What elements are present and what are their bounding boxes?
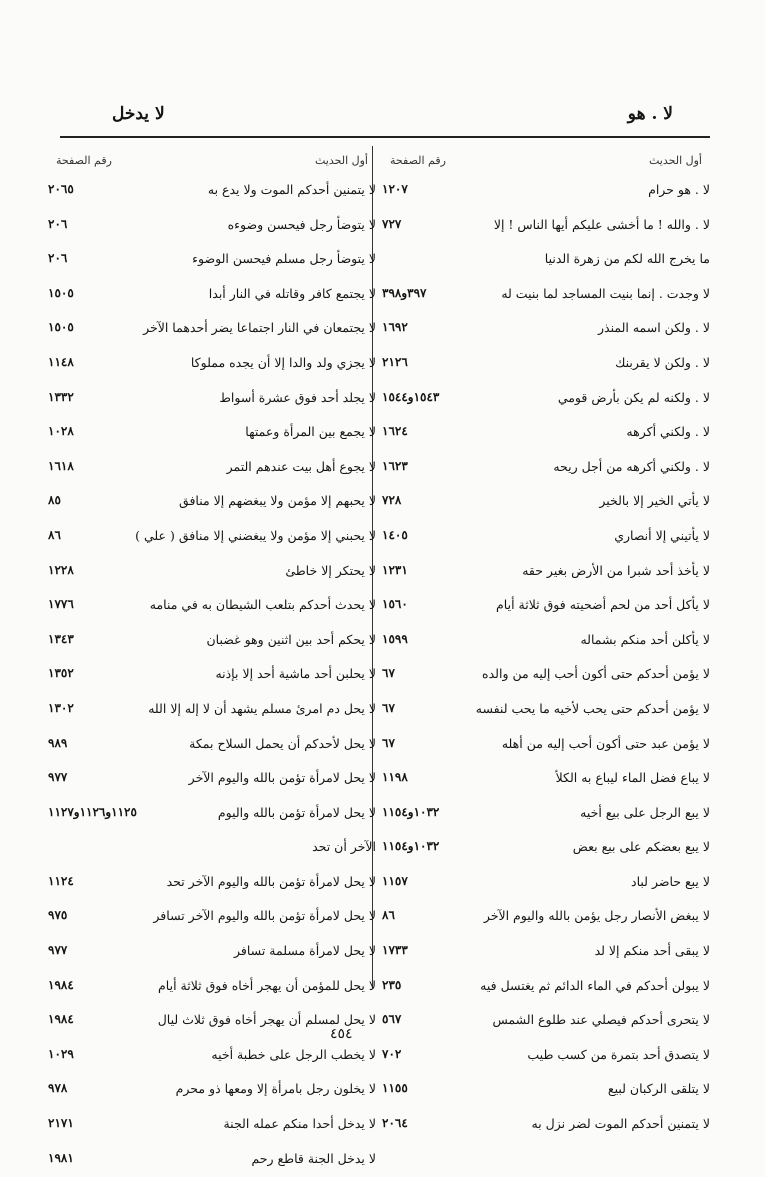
- index-entry: [48, 935, 376, 970]
- index-entry: [382, 416, 710, 451]
- entry-page: ١٦١٨: [48, 458, 74, 473]
- hadith-list: [48, 174, 376, 1177]
- entry-text: لا . ولكن لا يقربنك: [615, 354, 710, 370]
- running-header-right: لا . هو: [627, 104, 673, 124]
- index-entry: [382, 555, 710, 590]
- entry-page: ١٢٢٨: [48, 562, 74, 577]
- entry-page: ٩٧٧: [48, 943, 68, 958]
- entry-text: لا . هو حرام: [648, 182, 710, 197]
- entry-page: ١٣٤٣: [48, 631, 74, 646]
- index-entry: [48, 1073, 376, 1108]
- index-column-left: [48, 150, 376, 1177]
- entry-page: ١٩٨٤: [48, 1012, 74, 1027]
- entry-text: لا . ولكن اسمه المنذر: [597, 320, 710, 336]
- index-entry: [48, 1004, 376, 1039]
- entry-page: ٩٧٨: [48, 1081, 68, 1096]
- column-heading-page: رقم الصفحة: [390, 154, 446, 167]
- entry-text: لا يتوضأ رجل مسلم فيحسن الوضوء: [192, 251, 376, 267]
- entry-page: ١٣٣٢: [48, 389, 74, 404]
- index-entry: [48, 658, 376, 693]
- entry-text: لا يجلد أحد فوق عشرة أسواط: [219, 389, 376, 405]
- entry-page: ٦٧: [382, 700, 395, 715]
- entry-page: ١٩٨١: [48, 1150, 74, 1165]
- index-entry: [48, 762, 376, 797]
- entry-text: لا يدخل أحدا منكم عمله الجنة: [223, 1116, 376, 1132]
- index-entry: [382, 382, 710, 417]
- entry-text: لا يؤمن عبد حتى أكون أحب إليه من أهله: [501, 735, 710, 751]
- entry-page: ٩٧٥: [48, 908, 68, 923]
- entry-page: ٢٠٦: [48, 251, 68, 266]
- entry-text: لا . ولكنه لم يكن بأرض قومي: [557, 389, 710, 405]
- entry-text: لا يجزي ولد والدا إلا أن يجده مملوكا: [190, 354, 376, 370]
- entry-text: لا يؤمن أحدكم حتى أكون أحب إليه من والده: [482, 666, 710, 682]
- entry-page: ١٩٨٤: [48, 977, 74, 992]
- entry-text: لا يحلبن أحد ماشية أحد إلا بإذنه: [215, 666, 376, 682]
- index-entry: [48, 831, 376, 866]
- entry-page: ١٠٢٩: [48, 1046, 74, 1061]
- entry-page: ٧٢٨: [382, 493, 402, 508]
- entry-text: لا يحبني إلا مؤمن ولا يبغضني إلا منافق ( علي ): [135, 527, 376, 543]
- entry-page: ١٦٢٤: [382, 424, 408, 439]
- entry-page: ٨٦: [382, 908, 395, 923]
- index-entry: [48, 1143, 376, 1177]
- entry-text: لا يحل دم امرئ مسلم يشهد أن لا إله إلا الله: [148, 700, 376, 716]
- index-entry: [382, 693, 710, 728]
- entry-page: ١٤٠٥: [382, 527, 408, 542]
- index-entry: [48, 485, 376, 520]
- index-entry: [48, 624, 376, 659]
- entry-text: لا يدخل الجنة قاطع رحم: [251, 1150, 376, 1166]
- entry-page: ١٧٣٣: [382, 943, 408, 958]
- index-entry: [382, 451, 710, 486]
- index-entry: [382, 900, 710, 935]
- header-rule: [60, 136, 710, 138]
- entry-text: لا يخلون رجل بامرأة إلا ومعها ذو محرم: [175, 1081, 376, 1097]
- entry-page: ١١٢٤: [48, 873, 74, 888]
- column-header: [48, 150, 376, 174]
- entry-text: لا . والله ! ما أخشى عليكم أيها الناس ! إلا: [493, 216, 710, 232]
- entry-text: لا يباع فضل الماء ليباع به الكلأ: [555, 770, 710, 786]
- entry-page: ٢٠٦: [48, 216, 68, 231]
- entry-text: لا يأخذ أحد شبرا من الأرض بغير حقه: [522, 562, 710, 578]
- entry-text: لا يحدث أحدكم بتلعب الشيطان به في منامه: [149, 597, 376, 613]
- entry-page: ١٥٩٩: [382, 631, 408, 646]
- index-entry: [382, 347, 710, 382]
- entry-page: ١٠٣٢و١١٥٤: [382, 804, 440, 819]
- entry-text: لا يحتكر إلا خاطئ: [285, 562, 376, 578]
- entry-page: ٩٨٩: [48, 735, 68, 750]
- entry-text: لا يتصدق أحد بتمرة من كسب طيب: [527, 1046, 710, 1062]
- index-entry: [48, 382, 376, 417]
- entry-page: ٩٧٧: [48, 770, 68, 785]
- index-entry: [382, 762, 710, 797]
- index-entry: [48, 347, 376, 382]
- entry-text: لا يحل لامرأة تؤمن بالله واليوم الآخر: [188, 770, 376, 786]
- index-entry: [382, 520, 710, 555]
- entry-page: ٥٦٧: [382, 1012, 402, 1027]
- column-heading-page: رقم الصفحة: [56, 154, 112, 167]
- entry-page: ٧٠٢: [382, 1046, 402, 1061]
- running-header-left: لا يدخل: [112, 104, 165, 124]
- entry-page: ٢٣٥: [382, 977, 402, 992]
- column-heading-text: أول الحديث: [648, 154, 702, 167]
- entry-text: لا يبع حاضر لباد: [631, 873, 710, 889]
- index-entry: [48, 900, 376, 935]
- index-entry: [382, 278, 710, 313]
- index-entry: [382, 174, 710, 209]
- entry-page: ٣٩٧و٣٩٨: [382, 285, 427, 300]
- entry-text: لا يجتمعان في النار اجتماعا يضر أحدهما الآخر: [143, 320, 376, 336]
- entry-text: لا يؤمن أحدكم حتى يحب لأخيه ما يحب لنفسه: [475, 700, 710, 716]
- entry-page: ١٥٤٣و١٥٤٤: [382, 389, 440, 404]
- page-number: ٤٥٤: [330, 1026, 353, 1042]
- index-entry: [382, 624, 710, 659]
- entry-page: ٢٠٦٤: [382, 1116, 408, 1131]
- entry-text: لا يحل لأحدكم أن يحمل السلاح بمكة: [189, 735, 376, 751]
- index-entry: [48, 970, 376, 1005]
- entry-text: لا وجدت . إنما بنيت المساجد لما بنيت له: [501, 285, 710, 301]
- entry-text: لا يتحرى أحدكم فيصلي عند طلوع الشمس: [492, 1012, 710, 1028]
- entry-text: لا يجمع بين المرأة وعمتها: [245, 424, 376, 440]
- entry-page: ١٧٧٦: [48, 597, 74, 612]
- entry-text: لا يخطب الرجل على خطبة أخيه: [211, 1046, 376, 1062]
- entry-page: ٨٥: [48, 493, 61, 508]
- entry-page: ٢١٢٦: [382, 354, 408, 369]
- index-entry: [48, 174, 376, 209]
- index-entry: [48, 416, 376, 451]
- entry-page: ١١٥٥: [382, 1081, 408, 1096]
- entry-text: لا يأكل أحد من لحم أضحيته فوق ثلاثة أيام: [496, 597, 710, 613]
- entry-text: لا يتمنين أحدكم الموت ولا يدع به: [207, 182, 376, 197]
- entry-text: لا . ولكني أكرهه: [626, 424, 710, 440]
- entry-page: ١٠٣٢و١١٥٤: [382, 839, 440, 854]
- index-entry: [48, 866, 376, 901]
- column-header: [382, 150, 710, 174]
- index-entry: [48, 243, 376, 278]
- index-entry: [48, 520, 376, 555]
- entry-text: لا يبولن أحدكم في الماء الدائم ثم يغتسل فيه: [480, 977, 710, 993]
- entry-page: ١٢٣١: [382, 562, 408, 577]
- entry-text: لا يحل لمسلم أن يهجر أخاه فوق ثلاث ليال: [157, 1012, 376, 1028]
- index-entry: [382, 658, 710, 693]
- index-entry: [382, 970, 710, 1005]
- index-entry: [382, 312, 710, 347]
- entry-text: لا يأتيني إلا أنصاري: [614, 527, 710, 543]
- index-entry: [382, 831, 710, 866]
- entry-text: لا يحبهم إلا مؤمن ولا يبغضهم إلا منافق: [179, 493, 376, 509]
- entry-page: ١٦٢٣: [382, 458, 408, 473]
- index-entry: [48, 589, 376, 624]
- entry-page: ٦٧: [382, 735, 395, 750]
- entry-page: ١٠٢٨: [48, 424, 74, 439]
- index-entry: [382, 1004, 710, 1039]
- entry-page: ١٦٩٢: [382, 320, 408, 335]
- index-entry: [48, 797, 376, 832]
- index-entry: [382, 209, 710, 244]
- index-entry: [48, 1108, 376, 1143]
- index-entry: [382, 589, 710, 624]
- index-entry: [48, 1039, 376, 1074]
- hadith-list: [382, 174, 710, 1143]
- entry-text: لا يبع الرجل على بيع أخيه: [580, 804, 710, 820]
- entry-page: ٢١٧١: [48, 1116, 74, 1131]
- entry-text: لا يحل لامرأة تؤمن بالله واليوم الآخر تسافر: [153, 908, 376, 924]
- entry-text: لا يجتمع كافر وقاتله في النار أبدا: [208, 285, 376, 301]
- entry-page: ١١٥٧: [382, 873, 408, 888]
- entry-page: ٢٠٦٥: [48, 182, 74, 196]
- index-entry: [48, 693, 376, 728]
- index-entry: [382, 485, 710, 520]
- index-entry: [382, 935, 710, 970]
- entry-text: لا يبقى أحد منكم إلا لد: [594, 943, 710, 959]
- index-entry: [382, 1073, 710, 1108]
- entry-page: ١٥٦٠: [382, 597, 408, 612]
- index-entry: [48, 728, 376, 763]
- entry-text: لا يبع بعضكم على بيع بعض: [572, 839, 710, 855]
- entry-page: ١٥٠٥: [48, 320, 74, 335]
- index-entry: [382, 1108, 710, 1143]
- entry-page: ١٣٠٢: [48, 700, 74, 715]
- index-entry: [48, 312, 376, 347]
- entry-text: لا . ولكني أكرهه من أجل ريحه: [553, 458, 710, 474]
- entry-text: ما يخرج الله لكم من زهرة الدنيا: [544, 251, 710, 267]
- entry-text: لا يتمنين أحدكم الموت لضر نزل به: [531, 1116, 710, 1132]
- entry-page: ١١٤٨: [48, 354, 74, 369]
- entry-text: لا يبغض الأنصار رجل يؤمن بالله واليوم الآخر: [483, 908, 710, 924]
- index-entry: [382, 797, 710, 832]
- entry-page: ١٣٥٢: [48, 666, 74, 681]
- entry-text: لا يأكلن أحد منكم بشماله: [580, 631, 710, 647]
- index-entry: [48, 451, 376, 486]
- entry-page: ١١٢٥و١١٢٦و١١٢٧: [48, 804, 137, 819]
- index-entry: [382, 866, 710, 901]
- index-entry: [382, 243, 710, 278]
- entry-page: ١٢٠٧: [382, 182, 408, 196]
- entry-text: لا يحل لامرأة تؤمن بالله واليوم الآخر تحد: [166, 873, 376, 889]
- entry-page: ٨٦: [48, 527, 61, 542]
- index-entry: [382, 728, 710, 763]
- entry-text: لا يجوع أهل بيت عندهم التمر: [226, 458, 376, 474]
- entry-text: لا يأتي الخير إلا بالخير: [599, 493, 710, 509]
- entry-page: ٦٧: [382, 666, 395, 681]
- entry-text: الآخر أن تحد: [312, 839, 376, 855]
- index-column-right: [382, 150, 710, 1143]
- entry-text: لا يحل لامرأة مسلمة تسافر: [233, 943, 376, 959]
- index-entry: [382, 1039, 710, 1074]
- index-entry: [48, 555, 376, 590]
- index-entry: [48, 209, 376, 244]
- entry-page: ١٥٠٥: [48, 285, 74, 300]
- index-entry: [48, 278, 376, 313]
- entry-text: لا يتوضأ رجل فيحسن وضوءه: [227, 216, 376, 232]
- entry-text: لا يتلقى الركبان لبيع: [607, 1081, 710, 1097]
- entry-text: لا يحكم أحد بين اثنين وهو غضبان: [206, 631, 376, 647]
- entry-page: ١١٩٨: [382, 770, 408, 785]
- entry-text: لا يحل للمؤمن أن يهجر أخاه فوق ثلاثة أيام: [158, 977, 376, 993]
- column-heading-text: أول الحديث: [314, 154, 368, 167]
- entry-text: لا يحل لامرأة تؤمن بالله واليوم: [217, 804, 376, 820]
- entry-page: ٧٢٧: [382, 216, 402, 231]
